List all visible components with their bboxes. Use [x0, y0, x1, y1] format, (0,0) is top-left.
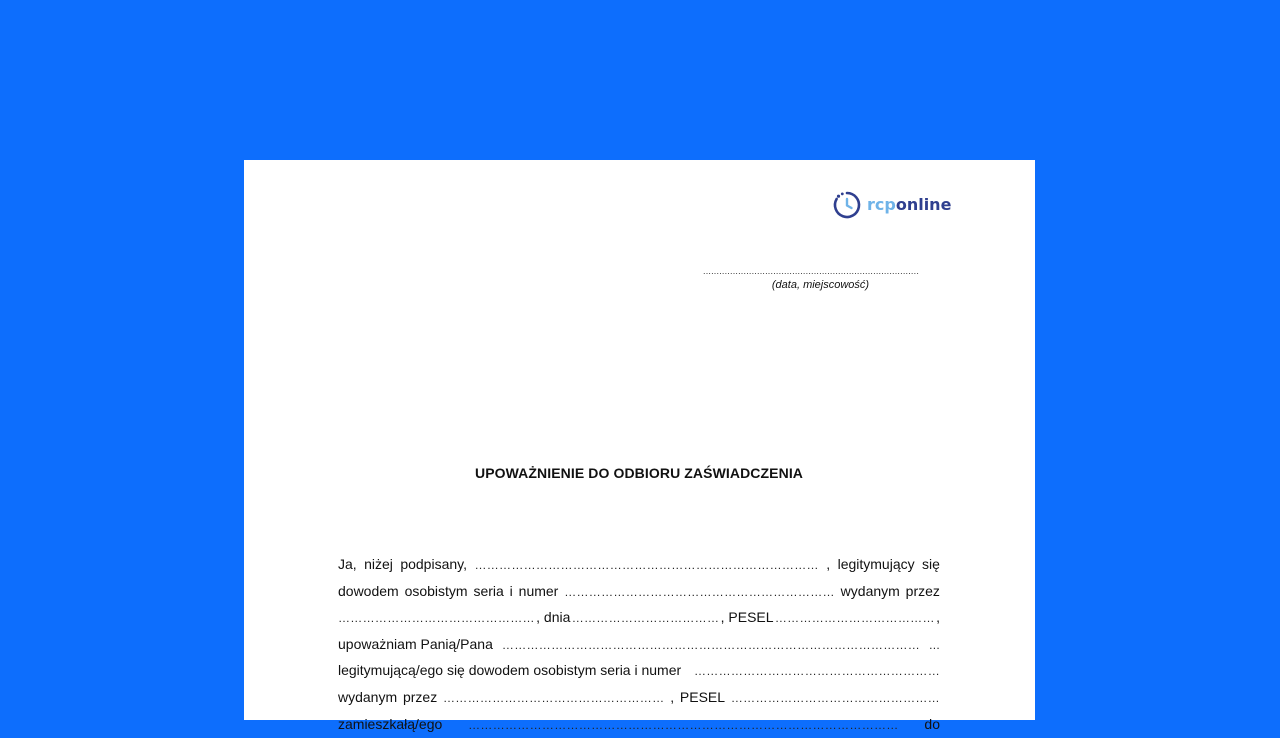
- date-place-dotted-line: ................................................................................: [703, 266, 920, 276]
- body-word: i: [509, 582, 513, 599]
- body-word: numer: [518, 582, 559, 599]
- body-word: ,: [936, 609, 940, 626]
- body-word: przez: [905, 582, 940, 599]
- body-word: …………………………………………………………: [564, 584, 835, 599]
- date-place-caption: (data, miejscowość): [771, 279, 870, 291]
- document-page: [244, 160, 1035, 732]
- body-word: ...: [929, 637, 940, 652]
- body-word: PESEL: [679, 688, 726, 705]
- body-word: do: [924, 715, 940, 732]
- body-word: dowodem: [338, 582, 399, 599]
- body-word: …………………………………: [774, 611, 935, 626]
- body-line: [338, 711, 940, 738]
- logo-wordmark: rcponline: [867, 195, 952, 214]
- body-word: ,: [670, 688, 675, 705]
- body-word: zamieszkałą/ego: [338, 715, 443, 732]
- body-word: ………………………………………………: [443, 690, 665, 705]
- body-word: legitymującą/ego się dowodem osobistym seria i numer: [338, 662, 682, 679]
- body-line: [338, 684, 940, 711]
- body-word: ……………………………………………………: [694, 664, 940, 679]
- body-word: ………………………………: [571, 611, 720, 626]
- body-word: ,: [826, 556, 831, 572]
- rcponline-logo: [832, 190, 951, 220]
- document-body: [338, 551, 940, 737]
- body-line: [338, 604, 940, 631]
- body-word: , dnia: [536, 609, 571, 626]
- body-word: …………………………………………: [338, 611, 535, 626]
- body-word: seria: [473, 582, 504, 599]
- body-word: , PESEL: [720, 609, 774, 626]
- body-word: …………………………………………………………………………: [474, 558, 819, 572]
- clock-icon: [832, 190, 862, 220]
- body-word: niżej: [364, 556, 393, 572]
- body-word: …………………………………………………………………………………………: [501, 637, 921, 652]
- body-line: [338, 578, 940, 605]
- document-title: UPOWAŻNIENIE DO ODBIORU ZAŚWIADCZENIA: [474, 465, 804, 481]
- body-word: osobistym: [404, 582, 468, 599]
- body-word: podpisany,: [400, 556, 468, 572]
- body-line: [338, 657, 940, 684]
- body-word: Ja,: [338, 556, 357, 572]
- body-word: upoważniam Panią/Pana: [338, 635, 493, 652]
- body-line: [338, 551, 940, 578]
- body-word: wydanym: [338, 688, 398, 705]
- body-word: się: [922, 556, 940, 572]
- body-word: ……………………………………………: [730, 690, 940, 705]
- body-word: przez: [402, 688, 438, 705]
- body-line: [338, 631, 940, 658]
- body-word: legitymujący: [837, 556, 915, 572]
- body-word: ……………………………………………………………………………………………: [468, 717, 899, 732]
- body-word: wydanym: [840, 582, 900, 599]
